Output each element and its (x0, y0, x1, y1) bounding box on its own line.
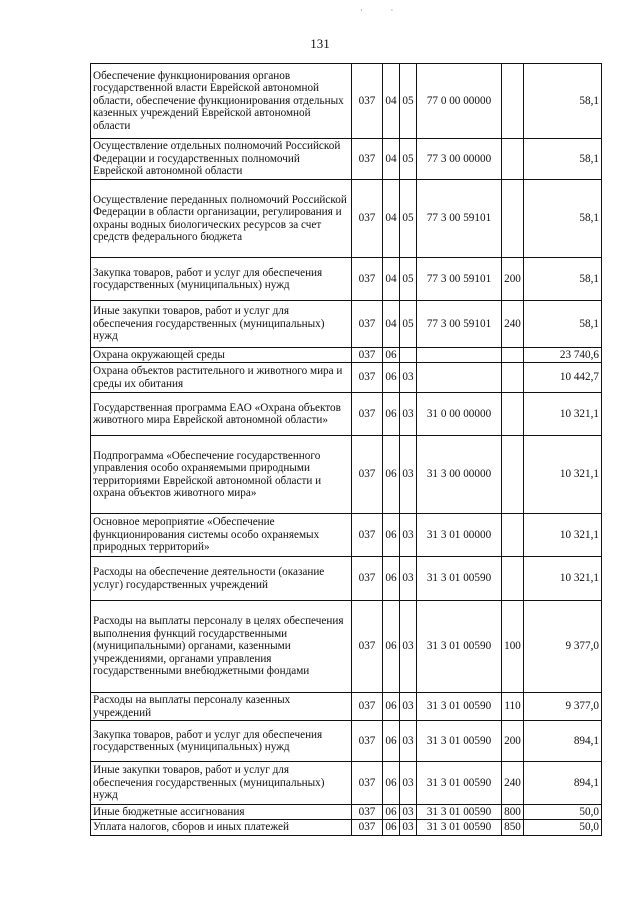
item-name: Охрана объектов растительного и животного мира и среды их обитания (91, 363, 352, 393)
target-article-code: 31 3 00 00000 (417, 436, 502, 514)
expense-type-code (502, 180, 524, 258)
amount: 9 377,0 (524, 601, 602, 693)
grbs-code: 037 (352, 601, 383, 693)
target-article-code: 31 0 00 00000 (417, 393, 502, 436)
expense-type-code: 800 (502, 805, 524, 820)
target-article-code: 31 3 01 00590 (417, 762, 502, 805)
item-name: Расходы на выплаты персоналу казенных учреждений (91, 693, 352, 721)
section-code: 04 (383, 64, 400, 139)
subsection-code: 05 (400, 139, 417, 180)
section-code: 06 (383, 514, 400, 557)
grbs-code: 037 (352, 557, 383, 601)
section-code: 04 (383, 180, 400, 258)
grbs-code: 037 (352, 436, 383, 514)
amount: 9 377,0 (524, 693, 602, 721)
subsection-code: 05 (400, 258, 417, 301)
expense-type-code: 110 (502, 693, 524, 721)
section-code: 06 (383, 348, 400, 363)
table-row (91, 139, 602, 180)
table-row (91, 820, 602, 836)
section-code: 06 (383, 762, 400, 805)
amount: 58,1 (524, 258, 602, 301)
target-article-code: 31 3 01 00590 (417, 805, 502, 820)
section-code: 06 (383, 805, 400, 820)
expense-type-code (502, 64, 524, 139)
item-name: Обеспечение функционирования органов государственной власти Еврейской автономной области, обеспечение функционирования отдельных казенных учреждений Еврейской автономной области (91, 64, 352, 139)
item-name: Закупка товаров, работ и услуг для обеспечения государственных (муниципальных) нужд (91, 721, 352, 762)
subsection-code: 03 (400, 693, 417, 721)
section-code: 06 (383, 601, 400, 693)
target-article-code: 31 3 01 00590 (417, 557, 502, 601)
grbs-code: 037 (352, 820, 383, 836)
section-code: 06 (383, 363, 400, 393)
target-article-code (417, 363, 502, 393)
expense-type-code: 200 (502, 258, 524, 301)
subsection-code: 03 (400, 820, 417, 836)
subsection-code: 03 (400, 557, 417, 601)
grbs-code: 037 (352, 762, 383, 805)
item-name: Осуществление отдельных полномочий Российской Федерации и государственных полномочий Еврейской автономной области (91, 139, 352, 180)
subsection-code: 03 (400, 762, 417, 805)
expense-type-code (502, 436, 524, 514)
amount: 10 321,1 (524, 393, 602, 436)
table-row (91, 301, 602, 348)
expense-type-code: 240 (502, 762, 524, 805)
table-row (91, 805, 602, 820)
item-name: Расходы на обеспечение деятельности (оказание услуг) государственных учреждений (91, 557, 352, 601)
subsection-code: 03 (400, 601, 417, 693)
target-article-code: 31 3 01 00000 (417, 514, 502, 557)
amount: 23 740,6 (524, 348, 602, 363)
grbs-code: 037 (352, 258, 383, 301)
table-row (91, 258, 602, 301)
expense-type-code: 100 (502, 601, 524, 693)
table-row (91, 557, 602, 601)
item-name: Уплата налогов, сборов и иных платежей (91, 820, 352, 836)
table-row (91, 762, 602, 805)
section-code: 06 (383, 721, 400, 762)
item-name: Иные бюджетные ассигнования (91, 805, 352, 820)
target-article-code: 77 0 00 00000 (417, 64, 502, 139)
amount: 58,1 (524, 180, 602, 258)
section-code: 04 (383, 301, 400, 348)
section-code: 06 (383, 557, 400, 601)
grbs-code: 037 (352, 348, 383, 363)
item-name: Подпрограмма «Обеспечение государственного управления особо охраняемыми природными территориями Еврейской автономной области и охрана объектов животного мира» (91, 436, 352, 514)
expense-type-code: 200 (502, 721, 524, 762)
item-name: Осуществление переданных полномочий Российской Федерации в области организации, регулирования и охраны водных биологических ресурсов за счет средств федерального бюджета (91, 180, 352, 258)
amount: 894,1 (524, 721, 602, 762)
amount: 50,0 (524, 820, 602, 836)
expense-type-code: 240 (502, 301, 524, 348)
subsection-code: 05 (400, 180, 417, 258)
amount: 10 321,1 (524, 514, 602, 557)
amount: 58,1 (524, 139, 602, 180)
grbs-code: 037 (352, 393, 383, 436)
item-name: Охрана окружающей среды (91, 348, 352, 363)
grbs-code: 037 (352, 693, 383, 721)
subsection-code: 03 (400, 721, 417, 762)
expense-type-code (502, 557, 524, 601)
amount: 10 321,1 (524, 557, 602, 601)
grbs-code: 037 (352, 721, 383, 762)
expense-type-code (502, 348, 524, 363)
section-code: 06 (383, 693, 400, 721)
scan-specks: · · (360, 6, 394, 15)
target-article-code: 31 3 01 00590 (417, 693, 502, 721)
table-row (91, 64, 602, 139)
subsection-code: 03 (400, 514, 417, 557)
section-code: 06 (383, 436, 400, 514)
target-article-code (417, 348, 502, 363)
grbs-code: 037 (352, 514, 383, 557)
grbs-code: 037 (352, 363, 383, 393)
grbs-code: 037 (352, 180, 383, 258)
section-code: 06 (383, 820, 400, 836)
amount: 50,0 (524, 805, 602, 820)
amount: 58,1 (524, 64, 602, 139)
subsection-code: 03 (400, 363, 417, 393)
item-name: Закупка товаров, работ и услуг для обеспечения государственных (муниципальных) нужд (91, 258, 352, 301)
table-row (91, 180, 602, 258)
subsection-code: 03 (400, 393, 417, 436)
amount: 10 321,1 (524, 436, 602, 514)
grbs-code: 037 (352, 301, 383, 348)
item-name: Государственная программа ЕАО «Охрана объектов животного мира Еврейской автономной области» (91, 393, 352, 436)
subsection-code: 05 (400, 64, 417, 139)
subsection-code: 05 (400, 301, 417, 348)
section-code: 04 (383, 139, 400, 180)
section-code: 04 (383, 258, 400, 301)
item-name: Основное мероприятие «Обеспечение функционирования системы особо охраняемых природных территорий» (91, 514, 352, 557)
item-name: Иные закупки товаров, работ и услуг для обеспечения государственных (муниципальных) нужд (91, 762, 352, 805)
table-row (91, 721, 602, 762)
target-article-code: 77 3 00 59101 (417, 301, 502, 348)
expense-type-code (502, 139, 524, 180)
grbs-code: 037 (352, 139, 383, 180)
page-number: 131 (310, 36, 330, 51)
subsection-code (400, 348, 417, 363)
target-article-code: 31 3 01 00590 (417, 820, 502, 836)
amount: 894,1 (524, 762, 602, 805)
budget-table-body (91, 64, 602, 836)
expense-type-code (502, 363, 524, 393)
grbs-code: 037 (352, 805, 383, 820)
table-row (91, 348, 602, 363)
amount: 10 442,7 (524, 363, 602, 393)
grbs-code: 037 (352, 64, 383, 139)
expense-type-code (502, 514, 524, 557)
section-code: 06 (383, 393, 400, 436)
subsection-code: 03 (400, 436, 417, 514)
table-row (91, 693, 602, 721)
expense-type-code (502, 393, 524, 436)
target-article-code: 31 3 01 00590 (417, 601, 502, 693)
subsection-code: 03 (400, 805, 417, 820)
expense-type-code: 850 (502, 820, 524, 836)
budget-table (90, 63, 602, 836)
item-name: Расходы на выплаты персоналу в целях обеспечения выполнения функций государственными (муниципальными) органами, казенными учреждениями, органами управления государственными внебюджетными фондами (91, 601, 352, 693)
target-article-code: 31 3 01 00590 (417, 721, 502, 762)
amount: 58,1 (524, 301, 602, 348)
target-article-code: 77 3 00 00000 (417, 139, 502, 180)
target-article-code: 77 3 00 59101 (417, 180, 502, 258)
target-article-code: 77 3 00 59101 (417, 258, 502, 301)
table-row (91, 363, 602, 393)
table-row (91, 514, 602, 557)
table-row (91, 436, 602, 514)
table-row (91, 601, 602, 693)
item-name: Иные закупки товаров, работ и услуг для обеспечения государственных (муниципальных) нужд (91, 301, 352, 348)
table-row (91, 393, 602, 436)
